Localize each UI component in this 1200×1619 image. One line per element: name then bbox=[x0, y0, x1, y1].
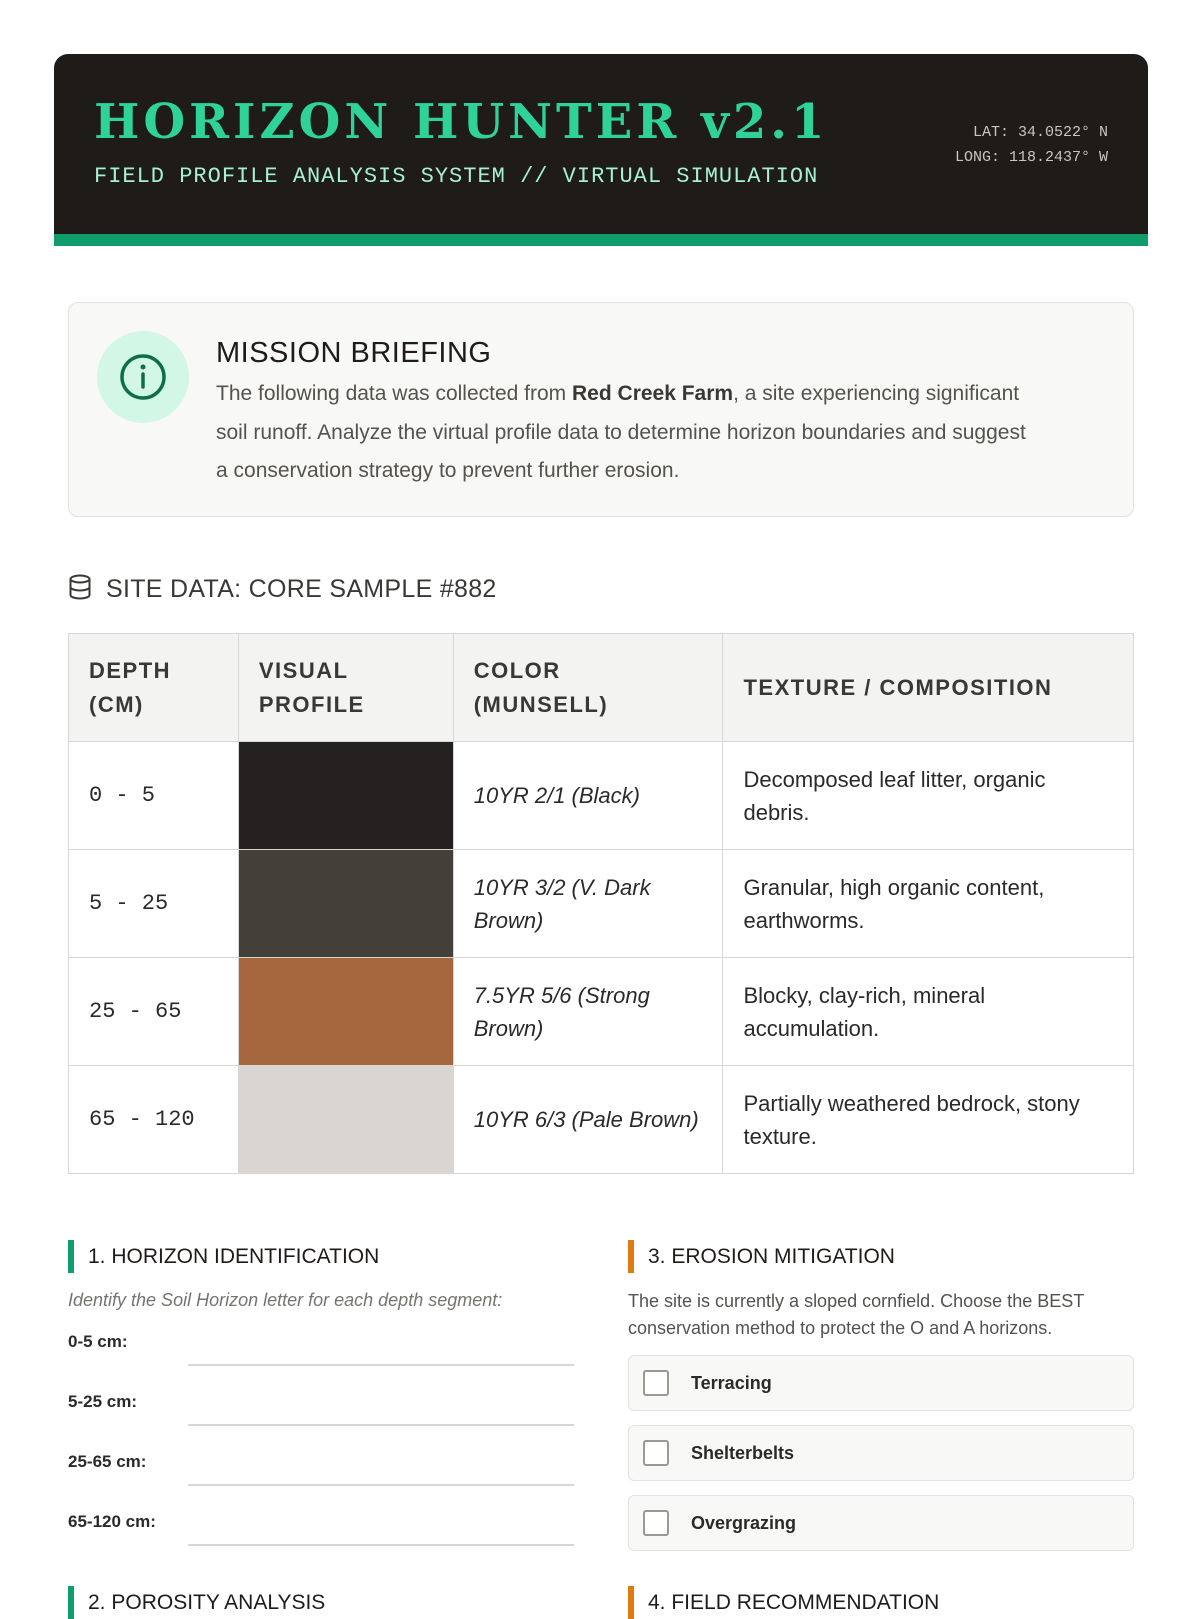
table-row bbox=[69, 742, 1134, 850]
option-label: Shelterbelts bbox=[691, 1442, 795, 1463]
database-icon bbox=[68, 574, 92, 604]
depth-cell: 25 - 65 bbox=[69, 958, 239, 1066]
horizon-answer-field[interactable] bbox=[188, 1364, 574, 1366]
checkbox[interactable] bbox=[643, 1510, 669, 1536]
mission-briefing-card bbox=[68, 302, 1134, 517]
checkbox[interactable] bbox=[643, 1370, 669, 1396]
horizon-field-label: 65-120 cm: bbox=[68, 1512, 156, 1531]
site-data-heading bbox=[68, 574, 497, 604]
q3-prompt: The site is currently a sloped cornfield. Choose the BEST conservation method to protect the O and A horizons. bbox=[628, 1291, 1084, 1338]
app-subtitle: FIELD PROFILE ANALYSIS SYSTEM // VIRTUAL SIMULATION bbox=[94, 164, 819, 189]
q1-title: 1. HORIZON IDENTIFICATION bbox=[88, 1244, 380, 1268]
soil-swatch bbox=[238, 1066, 453, 1174]
q3-heading bbox=[628, 1240, 895, 1273]
q3-accent-bar bbox=[628, 1240, 634, 1273]
briefing-text bbox=[216, 375, 1036, 491]
checkbox[interactable] bbox=[643, 1440, 669, 1466]
briefing-text-end: , a site experiencing significant soil runoff. Analyze the virtual profile data to determine horizon boundaries and suggest a conservation strategy to prevent further erosion. bbox=[216, 382, 1026, 482]
texture-cell: Blocky, clay-rich, mineral accumulation. bbox=[723, 958, 1134, 1066]
texture-cell: Partially weathered bedrock, stony texture. bbox=[723, 1066, 1134, 1174]
header-color: COLOR (MUNSELL) bbox=[453, 634, 723, 742]
table-header-row bbox=[69, 634, 1134, 742]
option-label: Terracing bbox=[691, 1372, 772, 1393]
soil-swatch bbox=[238, 958, 453, 1066]
longitude: LONG: 118.2437° W bbox=[954, 149, 1108, 166]
depth-cell: 5 - 25 bbox=[69, 850, 239, 958]
briefing-title: MISSION BRIEFING bbox=[216, 337, 492, 369]
farm-name: Red Creek Farm bbox=[572, 382, 734, 405]
q4-heading bbox=[628, 1586, 939, 1619]
texture-cell: Granular, high organic content, earthworms. bbox=[723, 850, 1134, 958]
option-label: Overgrazing bbox=[691, 1512, 797, 1533]
q1-accent-bar bbox=[68, 1240, 74, 1273]
q1-heading bbox=[68, 1240, 379, 1273]
depth-cell: 65 - 120 bbox=[69, 1066, 239, 1174]
site-data-title: SITE DATA: CORE SAMPLE #882 bbox=[106, 574, 497, 603]
header-visual-profile: VISUAL PROFILE bbox=[238, 634, 453, 742]
horizon-field-label: 0-5 cm: bbox=[68, 1332, 128, 1351]
table-row bbox=[69, 1066, 1134, 1174]
app-title: HORIZON HUNTER v2.1 bbox=[94, 94, 829, 150]
q2-heading bbox=[68, 1586, 325, 1619]
horizon-field-row bbox=[68, 1326, 574, 1366]
option-terracing[interactable] bbox=[628, 1355, 1134, 1411]
table-row bbox=[69, 850, 1134, 958]
q4-accent-bar bbox=[628, 1586, 634, 1619]
q1-hint: Identify the Soil Horizon letter for each depth segment: bbox=[68, 1290, 503, 1310]
header-depth: DEPTH (CM) bbox=[69, 634, 239, 742]
info-icon bbox=[97, 331, 189, 423]
q2-title: 2. POROSITY ANALYSIS bbox=[88, 1590, 326, 1614]
horizon-field-label: 25-65 cm: bbox=[68, 1452, 147, 1471]
option-overgrazing[interactable] bbox=[628, 1495, 1134, 1551]
texture-cell: Decomposed leaf litter, organic debris. bbox=[723, 742, 1134, 850]
depth-cell: 0 - 5 bbox=[69, 742, 239, 850]
horizon-answer-field[interactable] bbox=[188, 1544, 574, 1546]
horizon-answer-field[interactable] bbox=[188, 1424, 574, 1426]
app-header bbox=[54, 54, 1148, 246]
latitude: LAT: 34.0522° N bbox=[972, 124, 1108, 141]
header-texture: TEXTURE / COMPOSITION bbox=[723, 634, 1134, 742]
table-row bbox=[69, 958, 1134, 1066]
coordinates-readout bbox=[955, 120, 1108, 170]
munsell-color-cell: 7.5YR 5/6 (Strong Brown) bbox=[453, 958, 723, 1066]
munsell-color-cell: 10YR 3/2 (V. Dark Brown) bbox=[453, 850, 723, 958]
option-shelterbelts[interactable] bbox=[628, 1425, 1134, 1481]
core-sample-table bbox=[68, 633, 1134, 1174]
soil-swatch bbox=[238, 742, 453, 850]
horizon-field-label: 5-25 cm: bbox=[68, 1392, 137, 1411]
q3-title: 3. EROSION MITIGATION bbox=[648, 1244, 895, 1268]
briefing-text-start: The following data was collected from bbox=[216, 382, 573, 405]
horizon-field-row bbox=[68, 1506, 574, 1546]
q4-title: 4. FIELD RECOMMENDATION bbox=[648, 1590, 940, 1614]
horizon-answer-field[interactable] bbox=[188, 1484, 574, 1486]
q2-accent-bar bbox=[68, 1586, 74, 1619]
horizon-field-row bbox=[68, 1386, 574, 1426]
horizon-field-row bbox=[68, 1446, 574, 1486]
header-accent-bar bbox=[54, 234, 1148, 246]
soil-swatch bbox=[238, 850, 453, 958]
munsell-color-cell: 10YR 2/1 (Black) bbox=[453, 742, 723, 850]
munsell-color-cell: 10YR 6/3 (Pale Brown) bbox=[453, 1066, 723, 1174]
